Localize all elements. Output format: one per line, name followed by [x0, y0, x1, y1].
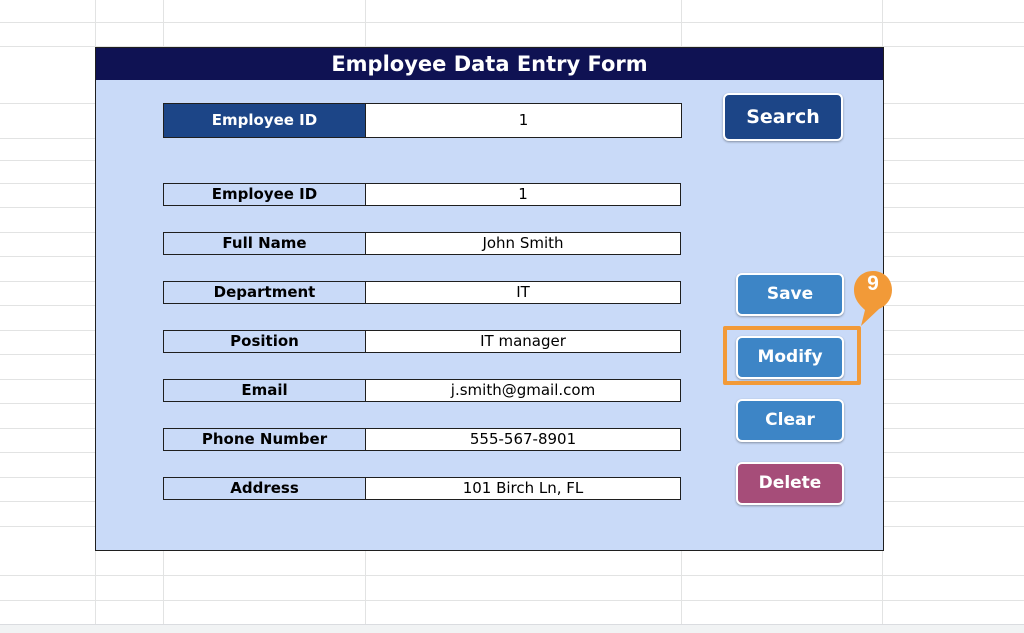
full-name-field[interactable]: John Smith	[365, 232, 681, 255]
employee-id-field[interactable]: 1	[365, 183, 681, 206]
grid-row-line	[0, 575, 1024, 576]
search-employee-id-input[interactable]: 1	[365, 103, 682, 138]
form-title: Employee Data Entry Form	[96, 48, 883, 80]
phone-number-label: Phone Number	[163, 428, 366, 451]
clear-button[interactable]: Clear	[736, 399, 844, 442]
department-label: Department	[163, 281, 366, 304]
step-number-badge	[853, 270, 893, 310]
full-name-label: Full Name	[163, 232, 366, 255]
department-field[interactable]: IT	[365, 281, 681, 304]
position-label: Position	[163, 330, 366, 353]
save-button[interactable]: Save	[736, 273, 844, 316]
modify-button[interactable]: Modify	[736, 336, 844, 379]
search-employee-id-label: Employee ID	[163, 103, 366, 138]
grid-row-line	[0, 600, 1024, 601]
search-button[interactable]: Search	[723, 93, 843, 141]
phone-number-field[interactable]: 555-567-8901	[365, 428, 681, 451]
position-field[interactable]: IT manager	[365, 330, 681, 353]
grid-row-line	[0, 22, 1024, 23]
address-field[interactable]: 101 Birch Ln, FL	[365, 477, 681, 500]
address-label: Address	[163, 477, 366, 500]
step-highlight-box	[723, 326, 861, 385]
step-number: 9	[867, 272, 879, 295]
employee-form-panel	[95, 47, 884, 551]
delete-button[interactable]: Delete	[736, 462, 844, 505]
email-label: Email	[163, 379, 366, 402]
email-field[interactable]: j.smith@gmail.com	[365, 379, 681, 402]
employee-id-label: Employee ID	[163, 183, 366, 206]
